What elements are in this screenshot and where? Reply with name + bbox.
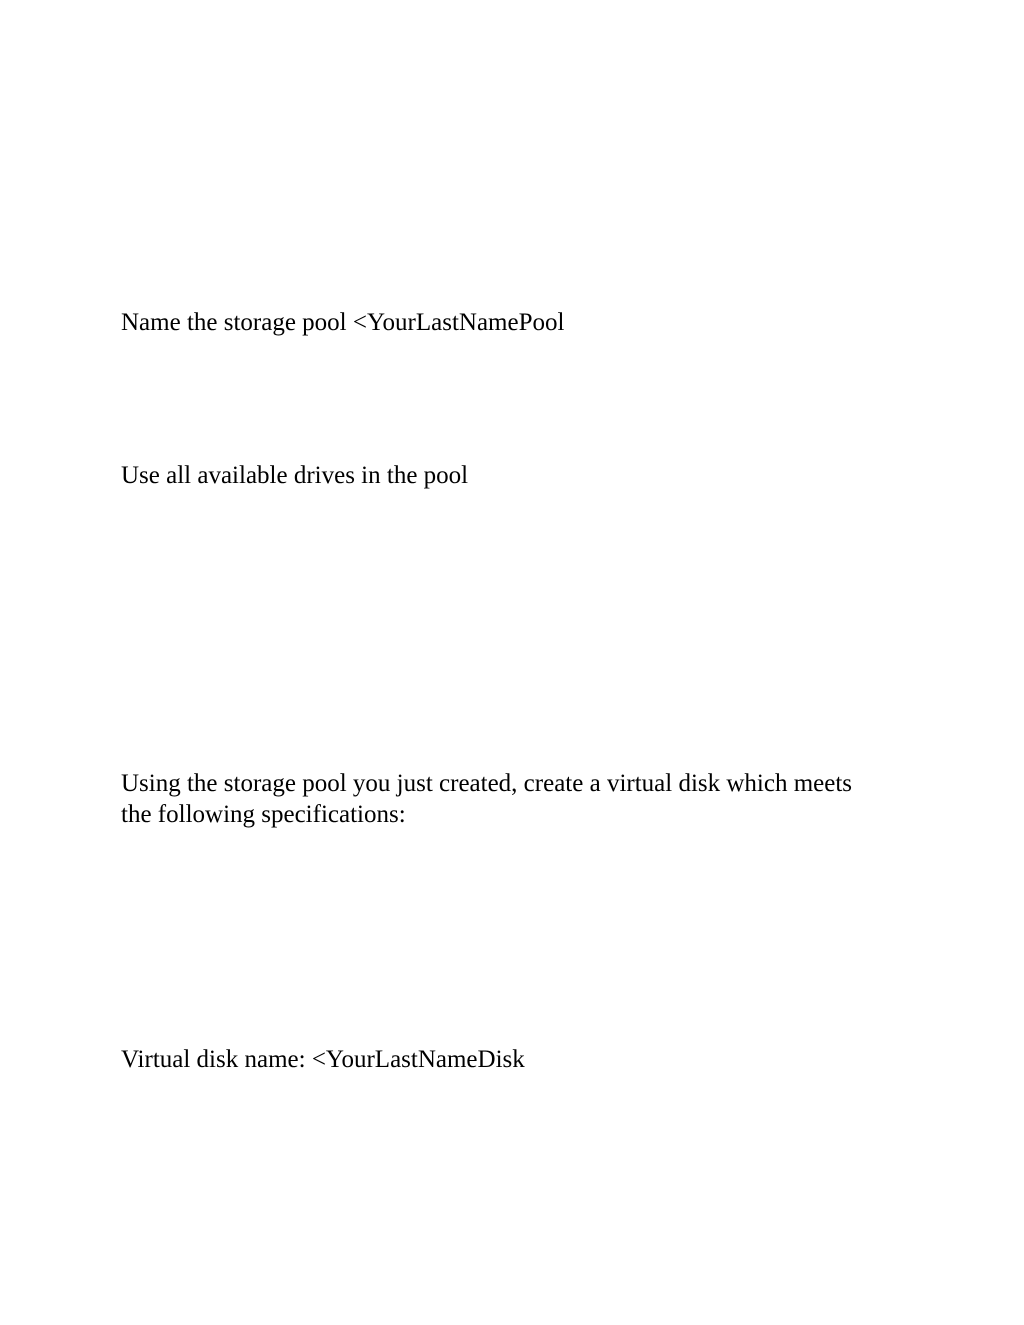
text-line: the following specifications: xyxy=(121,801,406,828)
text-line: Using the storage pool you just created, create a virtual disk which meets xyxy=(121,770,853,797)
text-line: Use all available drives in the pool xyxy=(121,462,469,489)
instruction-create-virtual-disk xyxy=(121,768,921,830)
instruction-use-drives xyxy=(121,460,921,491)
text-line: Name the storage pool <YourLastNamePool xyxy=(121,309,565,336)
text-line: Virtual disk name: <YourLastNameDisk xyxy=(121,1046,525,1073)
instruction-virtual-disk-name xyxy=(121,1044,921,1075)
instruction-pool-name xyxy=(121,307,921,338)
